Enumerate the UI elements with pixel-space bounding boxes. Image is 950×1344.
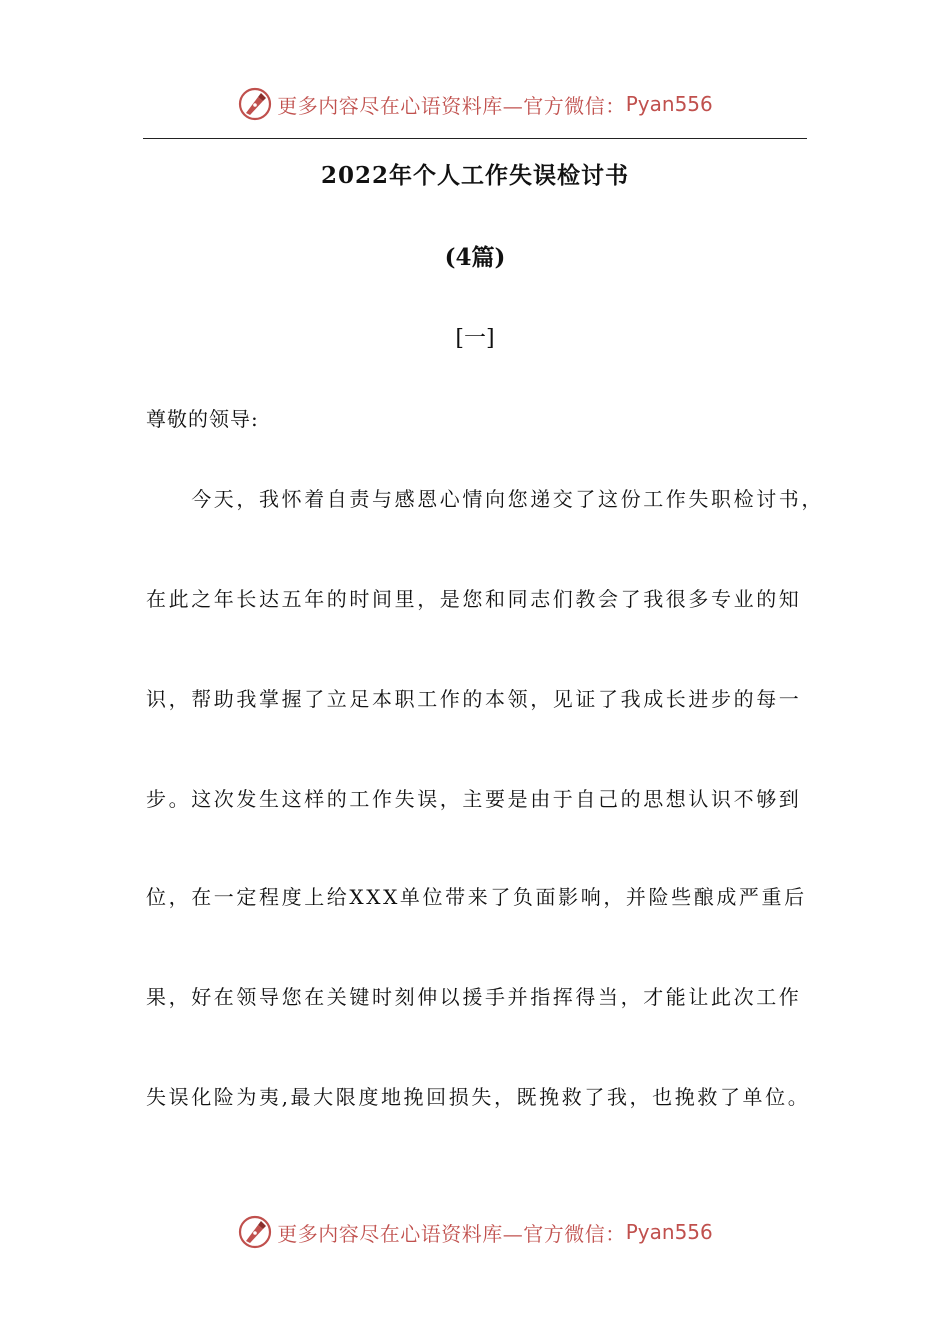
watermark-wechat-id: Pyan556 bbox=[625, 1220, 713, 1244]
body-line: 在此之年长达五年的时间里，是您和同志们教会了我很多专业的知 bbox=[146, 587, 802, 611]
watermark-text: 更多内容尽在心语资料库—官方微信： bbox=[277, 1221, 626, 1246]
document-title: 2022年个人工作失误检讨书 bbox=[320, 162, 629, 189]
pen-nib-icon bbox=[237, 1214, 273, 1250]
watermark-text: 更多内容尽在心语资料库—官方微信： bbox=[277, 93, 626, 118]
header-watermark bbox=[0, 82, 950, 126]
salutation: 尊敬的领导: bbox=[146, 407, 259, 431]
section-marker: [一] bbox=[455, 326, 495, 351]
header-divider bbox=[143, 138, 807, 139]
watermark-wechat-id: Pyan556 bbox=[625, 92, 713, 116]
body-line: 步。这次发生这样的工作失误，主要是由于自己的思想认识不够到 bbox=[146, 787, 802, 811]
footer-watermark bbox=[0, 1210, 950, 1254]
body-line: 位，在一定程度上给XXX单位带来了负面影响，并险些酿成严重后 bbox=[146, 885, 807, 909]
pen-nib-icon bbox=[237, 86, 273, 122]
body-line: 失误化险为夷,最大限度地挽回损失，既挽救了我，也挽救了单位。 bbox=[146, 1085, 811, 1109]
body-line: 今天，我怀着自责与感恩心情向您递交了这份工作失职检讨书， bbox=[146, 487, 824, 511]
body-line: 识，帮助我掌握了立足本职工作的本领，见证了我成长进步的每一 bbox=[146, 687, 802, 711]
body-line: 果，好在领导您在关键时刻伸以援手并指挥得当，才能让此次工作 bbox=[146, 985, 802, 1009]
document-subtitle: (4篇) bbox=[444, 244, 506, 271]
